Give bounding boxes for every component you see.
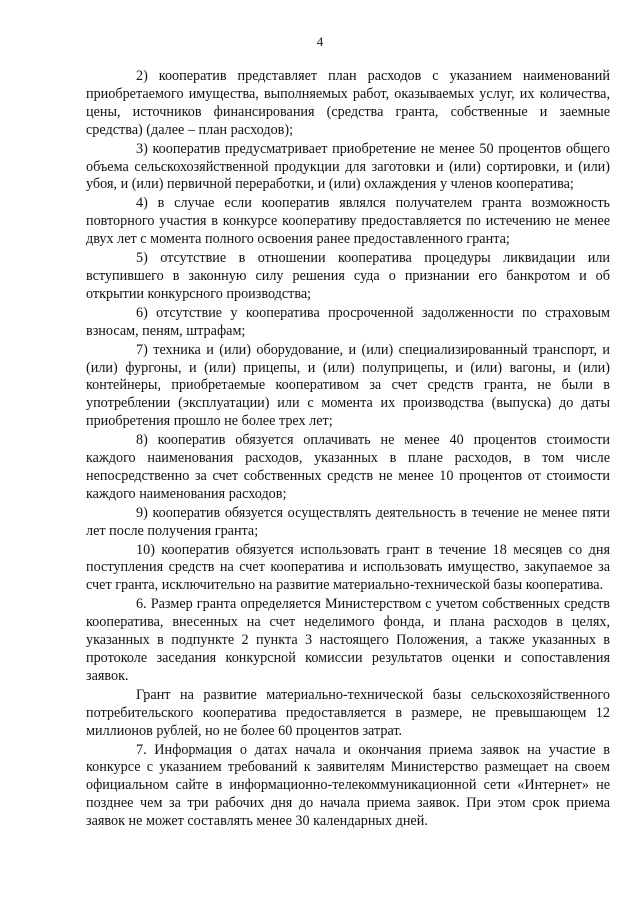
paragraph-subitem-2: 2) кооператив представляет план расходов с указанием наименований приобретаемого имущества, выполняемых работ, оказываемых услуг, их количества, цены, источников финансирования (средства гранта, собственные и заемные средства) (далее – план расходов); xyxy=(86,68,610,138)
paragraph-subitem-7: 7) техника и (или) оборудование, и (или) специализированный транспорт, и (или) фургоны, и (или) прицепы, и (или) полуприцепы, и (или) вагоны, и (или) контейнеры, приобретаемые кооперативом за счет средств гранта, не были в употреблении (эксплуатации) или с момента их производства (выпуска) до даты приобретения прошло не более трех лет; xyxy=(86,341,610,430)
paragraph-item-6: 6. Размер гранта определяется Министерством с учетом собственных средств кооператива, внесенных на счет неделимого фонда, и плана расходов в целях, указанных в подпункте 2 пункта 3 настоящего Положения, а также указанных в протоколе заседания конкурсной комиссии результатов оценки и сопоставления заявок. xyxy=(86,596,610,684)
paragraph-subitem-9: 9) кооператив обязуется осуществлять деятельность в течение не менее пяти лет после получения гранта; xyxy=(86,504,610,539)
paragraph-subitem-5: 5) отсутствие в отношении кооператива процедуры ликвидации или вступившего в законную силу решения суда о признании его банкротом и об открытии конкурсного производства; xyxy=(86,250,610,302)
document-body xyxy=(86,68,610,831)
paragraph-subitem-4: 4) в случае если кооператив являлся получателем гранта возможность повторного участия в конкурсе кооперативу предоставляется по истечению не менее двух лет с момента полного освоения ранее предоставленного гранта; xyxy=(86,195,610,248)
paragraph-grant-limit: Грант на развитие материально-технической базы сельскохозяйственного потребительского кооператива предоставляется в размере, не превышающем 12 миллионов рублей, но не более 60 процентов затрат. xyxy=(86,686,610,739)
page-number: 4 xyxy=(316,34,324,49)
paragraph-subitem-10: 10) кооператив обязуется использовать грант в течение 18 месяцев со дня поступления средств на счет кооператива и использовать имущество, закупаемое за счет гранта, исключительно на развитие материально-технической базы кооператива. xyxy=(86,541,610,594)
paragraph-subitem-8: 8) кооператив обязуется оплачивать не менее 40 процентов стоимости каждого наименования расходов, указанных в плане расходов, в том числе непосредственно за счет собственных средств не менее 10 процентов от стоимости каждого наименования расходов; xyxy=(86,432,610,502)
paragraph-item-7: 7. Информация о датах начала и окончания приема заявок на участие в конкурсе с указанием требований к заявителям Министерство размещает на своем официальном сайте в информационно-телекоммуникационной сети «Интернет» не позднее чем за три рабочих дня до начала приема заявок. При этом срок приема заявок не может составлять менее 30 календарных дней. xyxy=(86,741,610,830)
paragraph-subitem-6: 6) отсутствие у кооператива просроченной задолженности по страховым взносам, пеням, штрафам; xyxy=(86,304,610,339)
paragraph-subitem-3: 3) кооператив предусматривает приобретение не менее 50 процентов общего объема сельскохозяйственной продукции для заготовки и (или) сортировки, и (или) убоя, и (или) первичной переработки, и (или) охлаждения у членов кооператива; xyxy=(86,140,610,193)
